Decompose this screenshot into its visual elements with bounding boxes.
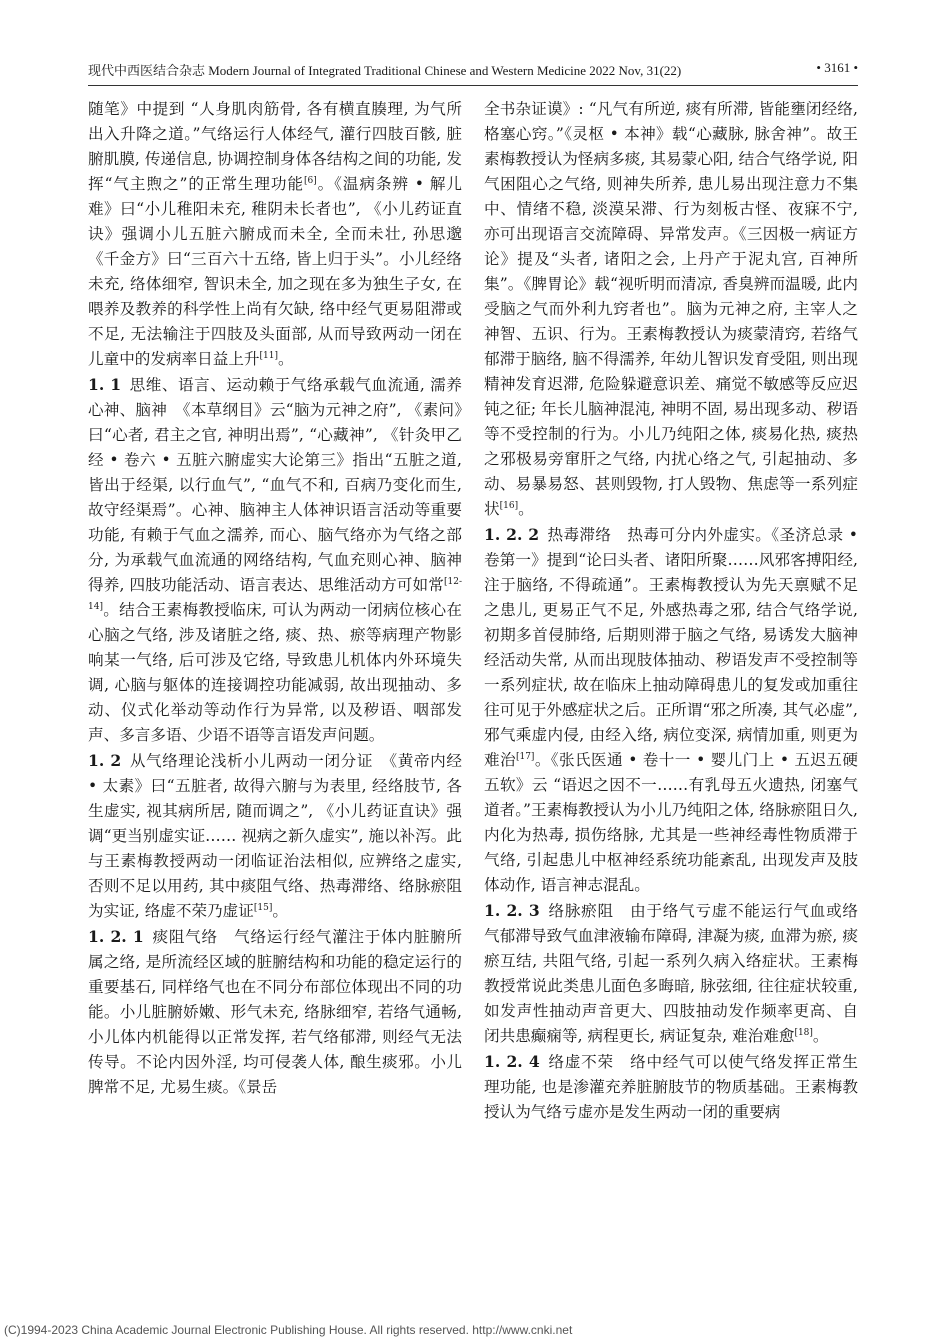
journal-title: 现代中西医结合杂志 Modern Journal of Integrated Traditional Chinese and Western Medicine 2022 Nov, 31(22): [88, 63, 682, 78]
header-rule: [88, 85, 858, 86]
citation: [6]: [303, 175, 317, 186]
left-column: [88, 97, 462, 1100]
section-1-2-4: 1. 2. 4 络虚不荣 络中经气可以使气络发挥正常生理功能, 也是渗灌充养脏腑肢节的物质基础。王素梅教授认为气络亏虚亦是发生两动一闭的重要病: [484, 1052, 858, 1121]
section-1-2-3: 1. 2. 3 络脉瘀阻 由于络气亏虚不能运行气血或络气郁滞导致气血津液输布障碍, 津凝为痰, 血滞为瘀, 痰瘀互结, 共阻气络, 引起一系列久病入络症状。王素梅教授常说此类患儿面色多晦暗, 脉弦细, 往往症状较重, 如发声性抽动声音更大、四肢抽动发作频率更高、自闭共患癫痫等, 病程更长, 病证复杂, 难治难愈[18]。: [484, 901, 858, 1045]
citation: [17]: [515, 751, 535, 762]
paragraph: 全书杂证谟》: “凡气有所逆, 痰有所滞, 皆能壅闭经络, 格塞心窍。”《灵枢 • 本神》载“心藏脉, 脉舍神”。故王素梅教授认为怪病多痰, 其易蒙心阳, 结合气络学说, 阳气困阻心之气络, 则神失所养, 患儿易出现注意力不集中、情绪不稳, 淡漠呆滞、行为刻板古怪、夜寐不宁, 亦可出现语言交流障碍、异常发声。《三因极一病证方论》提及“头者, 诸阳之会, 上丹产于泥丸宫, 百神所集”。《脾胃论》载“视听明而清凉, 香臭辨而温暖, 此内受脑之气而外利九窍者也”。脑为元神之府, 主宰人之神智、五识、行为。王素梅教授认为痰蒙清窍, 若络气郁滞于脑络, 脑不得濡养, 年幼儿智识发育受阻, 则出现精神发育迟滞, 危险躲避意识差、痛觉不敏感等反应迟钝之征; 年长儿脑神混沌, 神明不固, 易出现多动、秽语等不受控制的行为。小儿乃纯阳之体, 痰易化热, 痰热之邪极易旁窜肝之气络, 内扰心络之气, 引起抽动、多动、易暴易怒、甚则毁物, 打人毁物、焦虑等一系列症状[16]。: [484, 100, 858, 518]
running-header: [88, 60, 858, 82]
citation: [16]: [499, 500, 519, 511]
section-number: 1. 1: [88, 375, 122, 394]
section-number: 1. 2. 3: [484, 901, 540, 920]
section-number: 1. 2. 2: [484, 525, 540, 544]
citation: [15]: [253, 902, 273, 913]
right-column: [484, 97, 858, 1125]
citation: [11]: [259, 350, 279, 361]
citation: [12-14]: [88, 576, 462, 612]
section-number: 1. 2. 1: [88, 927, 144, 946]
copyright-footer: (C)1994-2023 China Academic Journal Electronic Publishing House. All rights reserved. http://www.cnki.net: [4, 1323, 573, 1337]
section-number: 1. 2. 4: [484, 1052, 540, 1071]
citation: [18]: [794, 1027, 813, 1038]
section-1-1: 1. 1 思维、语言、运动赖于气络承载气血流通, 濡养心神、脑神 《本草纲目》云“脑为元神之府”, 《素问》曰“心者, 君主之官, 神明出焉”, “心藏神”, 《针灸甲乙经 • 卷六 • 五脏六腑虚实大论第三》指出“五脏之道, 皆出于经渠, 以行血气”, “血气不和, 百病乃变化而生, 故守经渠焉”。心神、脑神主人体神识语言活动等重要功能, 有赖于气血之濡养, 而心、脑气络亦为气络之部分, 为承载气血流通的网络结构, 气血充则心神、脑神得养, 四肢功能活动、语言表达、思维活动方可如常[12-14]。结合王素梅教授临床, 可认为两动一闭病位核心在心脑之气络, 涉及诸脏之络, 痰、热、瘀等病理产物影响某一气络, 后可涉及它络, 导致患儿机体内外环境失调, 心脑与躯体的连接调控功能减弱, 故出现抽动、多动、仪式化举动等动作行为异常, 以及秽语、咽部发声、多言多语、少语不语等言语发声问题。: [88, 375, 462, 744]
section-1-2: 1. 2 从气络理论浅析小儿两动一闭分证 《黄帝内经 • 太素》曰“五脏者, 故得六腑与为表里, 经络肢节, 各生虚实, 视其病所居, 随而调之”, 《小儿药证直诀》强调“更当别虚实证…… 视病之新久虚实”, 施以补泻。此与王素梅教授两动一闭临证治法相似, 应辨络之虚实, 否则不足以用药, 其中痰阻气络、热毒滞络、络脉瘀阻为实证, 络虚不荣乃虚证[15]。: [88, 751, 462, 920]
paragraph: 随笔》中提到 “人身肌肉筋骨, 各有横直腠理, 为气所出入升降之道。”气络运行人体经气, 灌行四肢百骸, 脏腑肌膜, 传递信息, 协调控制身体各结构之间的功能, 发挥“气主煦之”的正常生理功能[6]。《温病条辨 • 解儿难》曰“小儿稚阳未充, 稚阴未长者也”, 《小儿药证直诀》强调小儿五脏六腑成而未全, 全而未壮, 孙思邈《千金方》曰“三百六十五络, 皆上归于头”。小儿经络未充, 络体细窄, 智识未全, 加之现在多为独生子女, 在喂养及教养的科学性上尚有欠缺, 络中经气更易阻滞或不足, 无法输注于四肢及头面部, 从而导致两动一闭在儿童中的发病率日益上升[11]。: [88, 100, 462, 368]
section-number: 1. 2: [88, 751, 122, 770]
section-1-2-2: 1. 2. 2 热毒滞络 热毒可分内外虚实。《圣济总录 • 卷第一》提到“论曰头者、诸阳所聚……风邪客搏阳经, 注于脑络, 不得疏通”。王素梅教授认为先天禀赋不足之患儿, 更易正气不足, 外感热毒之邪, 结合气络学说, 初期多首侵肺络, 后期则滞于脑之气络, 易诱发大脑神经活动失常, 从而出现肢体抽动、秽语发声不受控制等一系列症状, 故在临床上抽动障碍患儿的复发或加重往往可见于外感症状之后。正所谓“邪之所凑, 其气必虚”, 邪气乘虚内侵, 由经入络, 病位变深, 病情加重, 则更为难治[17]。《张氏医通 • 卷十一 • 婴儿门上 • 五迟五硬五软》云 “语迟之因不一……有乳母五火遗热, 闭塞气道者。”王素梅教授认为小儿乃纯阳之体, 络脉瘀阻日久, 内化为热毒, 损伤络脉, 尤其是一些神经毒性物质滞于气络, 引起患儿中枢神经系统功能紊乱, 出现发声及肢体动作, 语言神志混乱。: [484, 525, 858, 894]
section-1-2-1: 1. 2. 1 痰阻气络 气络运行经气灌注于体内脏腑所属之络, 是所流经区域的脏腑结构和功能的稳定运行的重要基石, 同样络气也在不同分布部位体现出不同的功能。小儿脏腑娇嫩、形气未充, 络脉细窄, 若络气通畅, 小儿体内机能得以正常发挥, 若气络郁滞, 则经气无法传导。不论内因外淫, 均可侵袭人体, 酿生痰邪。小儿脾常不足, 尤易生痰。《景岳: [88, 927, 462, 1096]
page-number: • 3161 •: [816, 60, 858, 75]
